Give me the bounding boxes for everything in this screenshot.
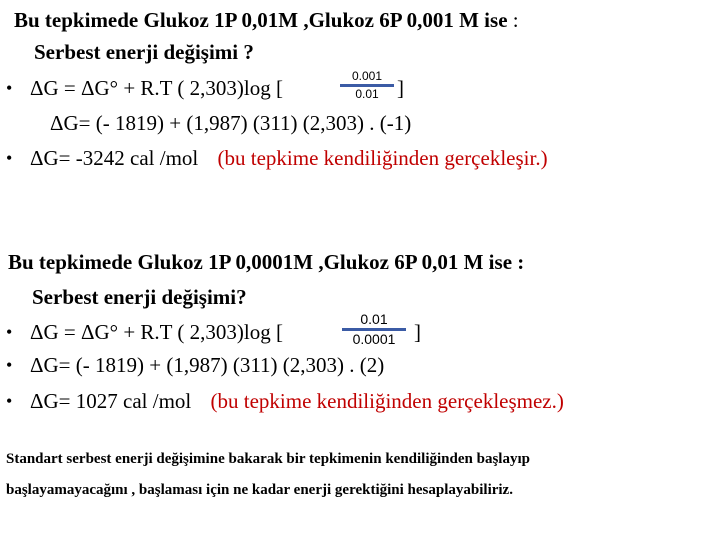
bullet: • xyxy=(6,148,13,168)
block1-result xyxy=(30,146,548,170)
bullet: • xyxy=(6,391,13,411)
bullet: • xyxy=(6,78,13,98)
block2-result-note: (bu tepkime kendiliğinden gerçekleşmez.) xyxy=(210,389,564,413)
block1-title xyxy=(14,8,519,32)
block2-fraction xyxy=(342,312,406,347)
block2-result xyxy=(30,389,564,413)
block1-eq2: ΔG= (- 1819) + (1,987) (311) (2,303) . (-1) xyxy=(50,111,412,135)
bullet: • xyxy=(6,355,13,375)
block2-fraction-numerator: 0.01 xyxy=(360,311,388,327)
block1-title-colon: : xyxy=(512,8,519,32)
footer-line-1: Standart serbest enerji değişimine bakarak bir tepkimenin kendiliğinden başlayıp xyxy=(6,451,530,467)
block1-title-text: Bu tepkimede Glukoz 1P 0,01M ,Glukoz 6P 0,001 M ise xyxy=(14,8,508,32)
block1-result-note: (bu tepkime kendiliğinden gerçekleşir.) xyxy=(217,146,548,170)
block1-eq1-right: ] xyxy=(397,76,404,100)
footer-line-2: başlayamayacağını , başlaması için ne kadar enerji gerektiğini hesaplayabiliriz. xyxy=(6,482,513,498)
block2-eq1-right: ] xyxy=(414,320,421,344)
block1-subtitle: Serbest enerji değişimi ? xyxy=(34,40,254,64)
block1-fraction-denominator: 0.01 xyxy=(355,87,379,101)
block2-result-value: ΔG= 1027 cal /mol xyxy=(30,389,192,413)
block1-eq1-left: ΔG = ΔG° + R.T ( 2,303)log [ xyxy=(30,76,283,100)
block2-eq2: ΔG= (- 1819) + (1,987) (311) (2,303) . (2) xyxy=(30,353,385,377)
block1-fraction-numerator: 0.001 xyxy=(351,69,383,83)
block1-fraction xyxy=(340,70,394,101)
block2-subtitle: Serbest enerji değişimi? xyxy=(32,285,247,309)
block2-fraction-denominator: 0.0001 xyxy=(352,331,396,347)
block2-eq1-left: ΔG = ΔG° + R.T ( 2,303)log [ xyxy=(30,320,283,344)
block1-result-value: ΔG= -3242 cal /mol xyxy=(30,146,199,170)
block2-title: Bu tepkimede Glukoz 1P 0,0001M ,Glukoz 6P 0,01 M ise : xyxy=(8,250,525,274)
bullet: • xyxy=(6,322,13,342)
